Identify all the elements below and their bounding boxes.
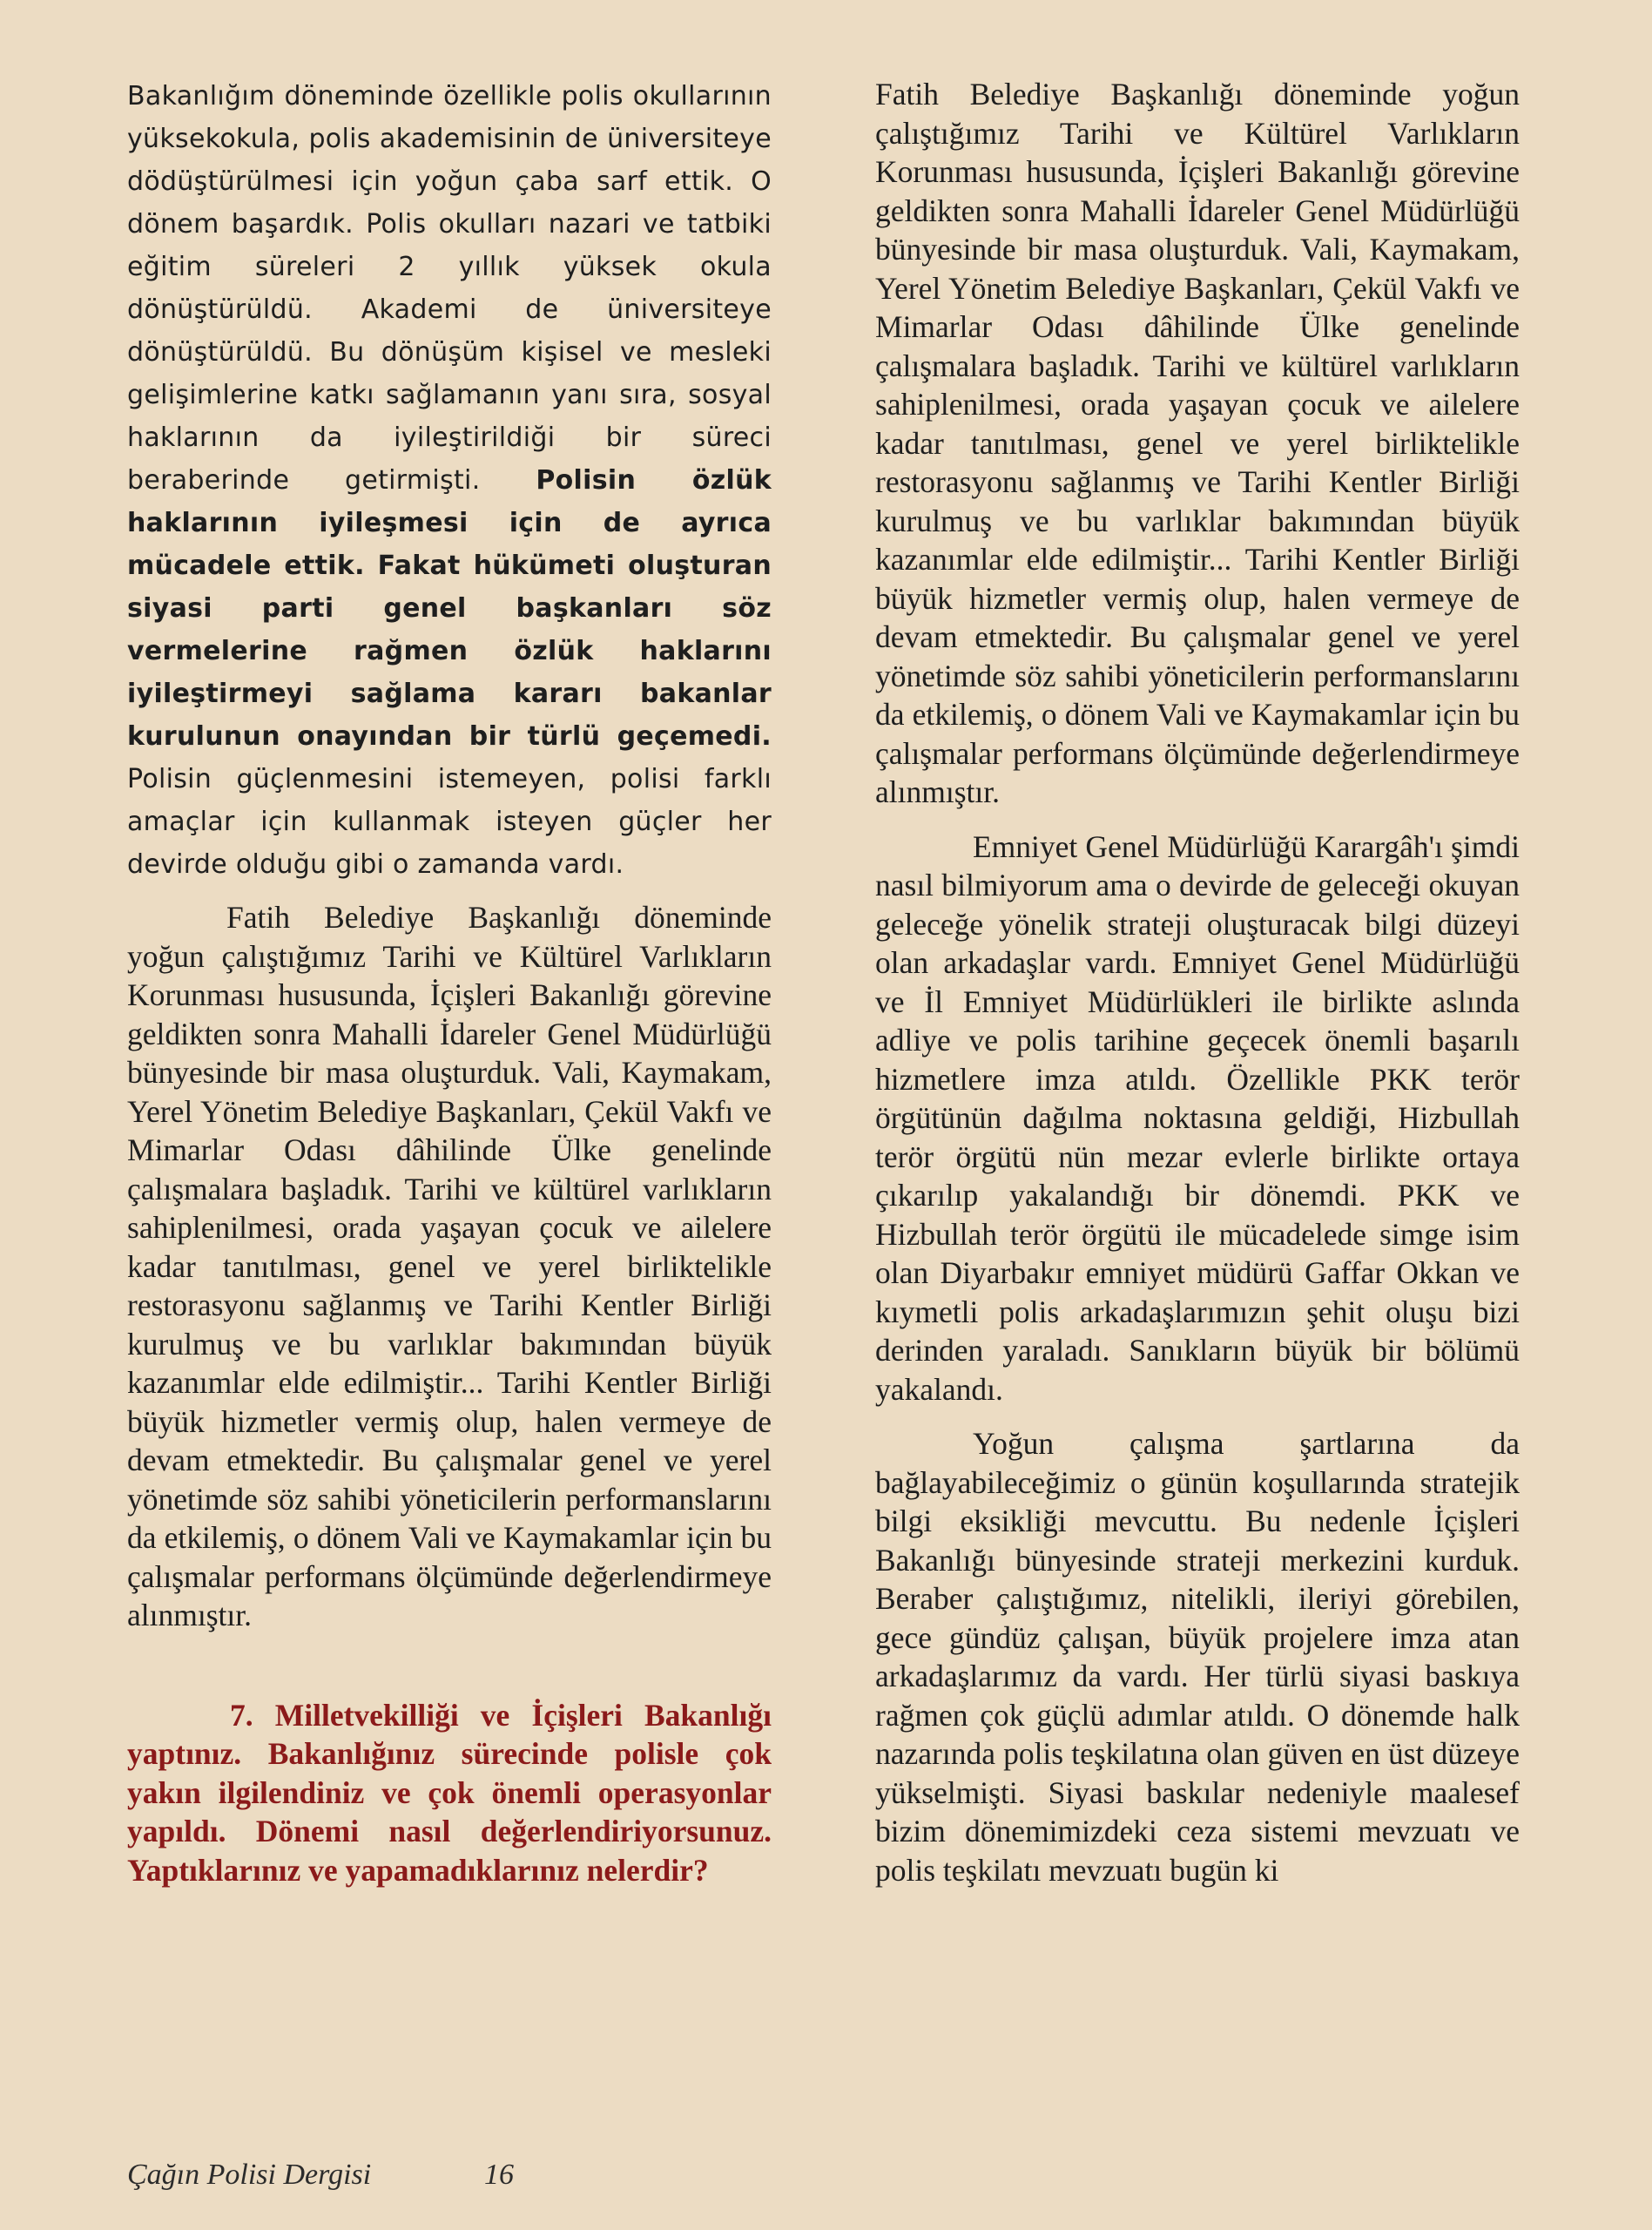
page-number: 16	[484, 2159, 514, 2191]
magazine-name: Çağın Polisi Dergisi	[127, 2159, 372, 2191]
intro-paragraph	[127, 75, 772, 886]
page-footer	[127, 2159, 514, 2192]
fatih-paragraph-right: Fatih Belediye Başkanlığı döneminde yoğun çalıştığımız Tarihi ve Kültürel Varlıkların Korunması hususunda, İçişleri Bakanlığı görevine geldikten sonra Mahalli İdareler Genel Müdürlüğü bünyesinde bir masa oluşturduk. Vali, Kaymakam, Yerel Yönetim Belediye Başkanları, Çekül Vakfı ve Mimarlar Odası dâhilinde Ülke genelinde çalışmalara başladık. Tarihi ve kültürel varlıkların sahiplenilmesi, orada yaşayan çocuk ve ailelere kadar tanıtılması, genel ve yerel birliktelikle restorasyonu sağlanmış ve Tarihi Kentler Birliği kurulmuş ve bu varlıklar bakımından büyük kazanımlar elde edilmiştir... Tarihi Kentler Birliği büyük hizmetler vermiş olup, halen vermeye de devam etmektedir. Bu çalışmalar genel ve yerel yönetimde söz sahibi yöneticilerin performanslarını da etkilemiş, o dönem Vali ve Kaymakamlar için bu çalışmalar performans ölçümünde değerlendirmeye alınmıştır.	[875, 77, 1520, 809]
interview-question: 7. Milletvekilliği ve İçişleri Bakanlığı yaptınız. Bakanlığınız sürecinde polisle çok yakın ilgilendiniz ve çok önemli operasyonlar yapıldı. Dönemi nasıl değerlendiriyorsunuz. Yaptıklarınız ve yapamadıklarınız nelerdir?	[127, 1697, 772, 1888]
emniyet-paragraph: Emniyet Genel Müdürlüğü Karargâh'ı şimdi nasıl bilmiyorum ama o devirde de geleceği okuyan geleceğe yönelik strateji oluşturacak bilgi düzeyi olan arkadaşlar vardı. Emniyet Genel Müdürlüğü ve İl Emniyet Müdürlükleri ile birlikte aslında adliye ve polis tarihine geçecek önemli başarılı hizmetlere imza atıldı. Özellikle PKK terör örgütünün dağılma noktasına geldiği, Hizbullah terör örgütü nün mezar evlerle birlikte ortaya çıkarılıp yakalandığı bir dönemdi. PKK ve Hizbullah terör örgütü ile mücadelede simge isim olan Diyarbakır emniyet müdürü Gaffar Okkan ve kıymetli polis arkadaşlarımızın şehit oluşu bizi derinden yaraladı. Sanıkların büyük bir bölümü yakalandı.	[875, 828, 1520, 1407]
intro-bold-text: Polisin özlük haklarının iyileşmesi için de ayrıca mücadele ettik. Fakat hükümeti oluşturan siyasi parti genel başkanları söz vermelerine rağmen özlük haklarını iyileştirmeyi sağlama kararı bakanlar kurulunun onayından bir türlü geçemedi.	[127, 465, 772, 752]
left-column	[127, 75, 772, 1889]
intro-text-part1: Bakanlığım döneminde özellikle polis okullarının yüksekokula, polis akademisinin de üniversiteye dödüştürülmesi için yoğun çaba sarf ettik. O dönem başardık. Polis okulları nazari ve tatbiki eğitim süreleri 2 yıllık yüksek okula dönüştürüldü. Akademi de üniversiteye dönüştürüldü. Bu dönüşüm kişisel ve mesleki gelişimlerine katkı sağlamanın yanı sıra, sosyal haklarının da iyileştirildiği bir süreci beraberinde getirmişti.	[127, 81, 772, 496]
right-column	[875, 75, 1520, 1905]
fatih-paragraph-left: Fatih Belediye Başkanlığı döneminde yoğun çalıştığımız Tarihi ve Kültürel Varlıkların Korunması hususunda, İçişleri Bakanlığı görevine geldikten sonra Mahalli İdareler Genel Müdürlüğü bünyesinde bir masa oluşturduk. Vali, Kaymakam, Yerel Yönetim Belediye Başkanları, Çekül Vakfı ve Mimarlar Odası dâhilinde Ülke genelinde çalışmalara başladık. Tarihi ve kültürel varlıkların sahiplenilmesi, orada yaşayan çocuk ve ailelere kadar tanıtılması, genel ve yerel birliktelikle restorasyonu sağlanmış ve Tarihi Kentler Birliği kurulmuş ve bu varlıklar bakımından büyük kazanımlar elde edilmiştir... Tarihi Kentler Birliği büyük hizmetler vermiş olup, halen vermeye de devam etmektedir. Bu çalışmalar genel ve yerel yönetimde söz sahibi yöneticilerin performanslarını da etkilemiş, o dönem Vali ve Kaymakamlar için bu çalışmalar performans ölçümünde değerlendirmeye alınmıştır.	[127, 900, 772, 1632]
strateji-paragraph: Yoğun çalışma şartlarına da bağlayabileceğimiz o günün koşullarında stratejik bilgi eksikliği mevcuttu. Bu nedenle İçişleri Bakanlığı bünyesinde strateji merkezini kurduk. Beraber çalıştığımız, nitelikli, ileriyi görebilen, gece gündüz çalışan, büyük projelere imza atan arkadaşlarımız da vardı. Her türlü siyasi baskıya rağmen çok güçlü adımlar atıldı. O dönemde halk nazarında polis teşkilatına olan güven en üst düzeye yükselmişti. Siyasi baskılar nedeniyle maalesef bizim dönemimizdeki ceza sistemi mevzuatı ve polis teşkilatı mevzuatı bugün ki	[875, 1426, 1520, 1888]
intro-text-part2: Polisin güçlenmesini istemeyen, polisi farklı amaçlar için kullanmak isteyen güçler her devirde olduğu gibi o zamanda vardı.	[127, 764, 772, 880]
